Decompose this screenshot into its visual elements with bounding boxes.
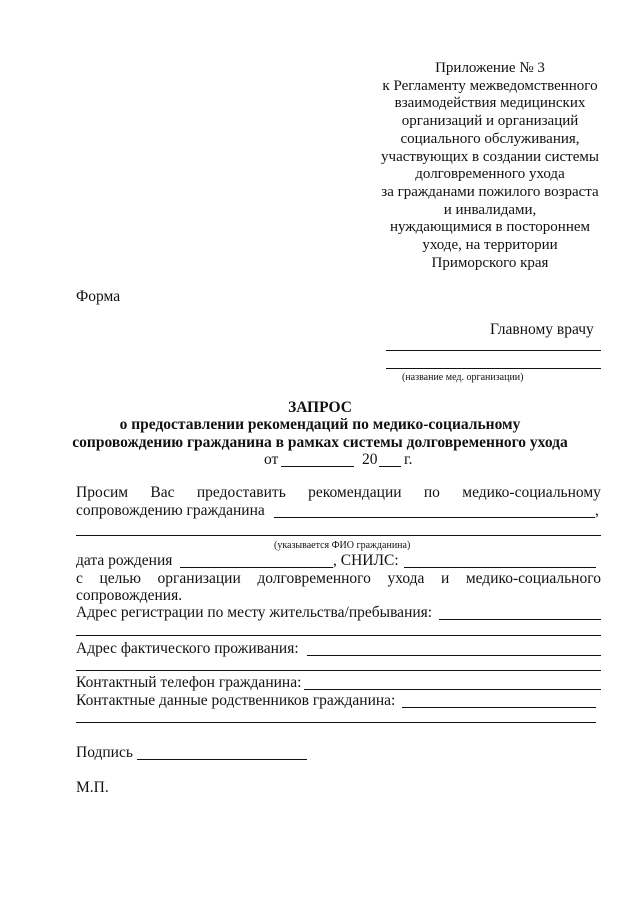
title-line-1: о предоставлении рекомендаций по медико-социальному xyxy=(119,416,521,433)
appendix-line: и инвалидами, xyxy=(443,201,537,218)
date-day-month-field[interactable] xyxy=(281,466,354,467)
fio-field-1[interactable] xyxy=(274,517,595,518)
phone-field[interactable] xyxy=(304,689,601,690)
appendix-line: к Регламенту межведомственного xyxy=(382,77,598,94)
purpose-line-1 xyxy=(76,570,601,588)
purpose-word: долговременного xyxy=(257,570,371,587)
appendix-line: социального обслуживания, xyxy=(400,130,580,147)
actual-address-label: Адрес фактического проживания: xyxy=(76,640,299,657)
purpose-word: медико-социального xyxy=(465,570,601,587)
birth-date-label: дата рождения xyxy=(76,552,173,569)
fio-field-2[interactable] xyxy=(76,535,601,536)
relatives-field-2[interactable] xyxy=(76,722,596,723)
appendix-block xyxy=(355,60,625,272)
title-line-2: сопровождению гражданина в рамках системы долговременного ухода xyxy=(72,434,568,451)
purpose-word: целью xyxy=(99,570,141,587)
purpose-word: и xyxy=(440,570,450,587)
org-name-line-2[interactable] xyxy=(386,368,601,369)
registration-address-field-1[interactable] xyxy=(439,619,601,620)
signature-label: Подпись xyxy=(76,744,133,761)
request-line-2: сопровождению гражданина xyxy=(76,502,265,519)
signature-field[interactable] xyxy=(137,759,307,760)
registration-address-label: Адрес регистрации по месту жительства/пребывания: xyxy=(76,604,433,621)
appendix-line: Приморского края xyxy=(431,254,549,271)
date-year-suffix: г. xyxy=(404,451,413,468)
birth-date-field[interactable] xyxy=(180,567,333,568)
request-word: рекомендации xyxy=(308,484,402,501)
appendix-line: организаций и организаций xyxy=(401,113,579,130)
date-from-label: от xyxy=(264,451,279,468)
date-year-field[interactable] xyxy=(379,466,401,467)
purpose-line-2: сопровождения. xyxy=(76,587,183,604)
appendix-line: долговременного ухода xyxy=(415,166,565,183)
relatives-label: Контактные данные родственников гражданина: xyxy=(76,692,396,709)
appendix-line: уходе, на территории xyxy=(422,237,558,254)
request-word: медико-социальному xyxy=(462,484,601,501)
appendix-line: нуждающимися в постороннем xyxy=(389,219,591,236)
document-title: ЗАПРОС xyxy=(288,399,352,416)
org-name-line-1[interactable] xyxy=(386,350,601,351)
request-comma: , xyxy=(595,502,599,519)
request-line-1 xyxy=(76,484,601,502)
snils-field[interactable] xyxy=(404,567,596,568)
appendix-line: взаимодействия медицинских xyxy=(394,95,586,112)
actual-address-field-1[interactable] xyxy=(307,655,601,656)
date-year-prefix: 20 xyxy=(362,451,378,468)
appendix-line: за гражданами пожилого возраста xyxy=(381,183,599,200)
request-word: Вас xyxy=(150,484,175,501)
stamp-label: М.П. xyxy=(76,779,109,796)
purpose-word: с xyxy=(76,570,83,587)
request-word: Просим xyxy=(76,484,129,501)
actual-address-field-2[interactable] xyxy=(76,670,601,671)
registration-address-field-2[interactable] xyxy=(76,635,601,636)
form-label: Форма xyxy=(76,288,121,305)
purpose-word: организации xyxy=(157,570,241,587)
request-word: по xyxy=(423,484,440,501)
org-name-caption: (название мед. организации) xyxy=(402,372,524,383)
phone-label: Контактный телефон гражданина: xyxy=(76,674,302,691)
addressee-title: Главному врачу xyxy=(490,321,594,338)
appendix-line: Приложение № 3 xyxy=(435,60,545,76)
fio-caption: (указывается ФИО гражданина) xyxy=(274,540,411,551)
appendix-line: участвующих в создании системы xyxy=(381,148,599,165)
request-word: предоставить xyxy=(196,484,286,501)
snils-label: , СНИЛС: xyxy=(333,552,399,569)
purpose-word: ухода xyxy=(387,570,425,587)
relatives-field-1[interactable] xyxy=(402,707,596,708)
